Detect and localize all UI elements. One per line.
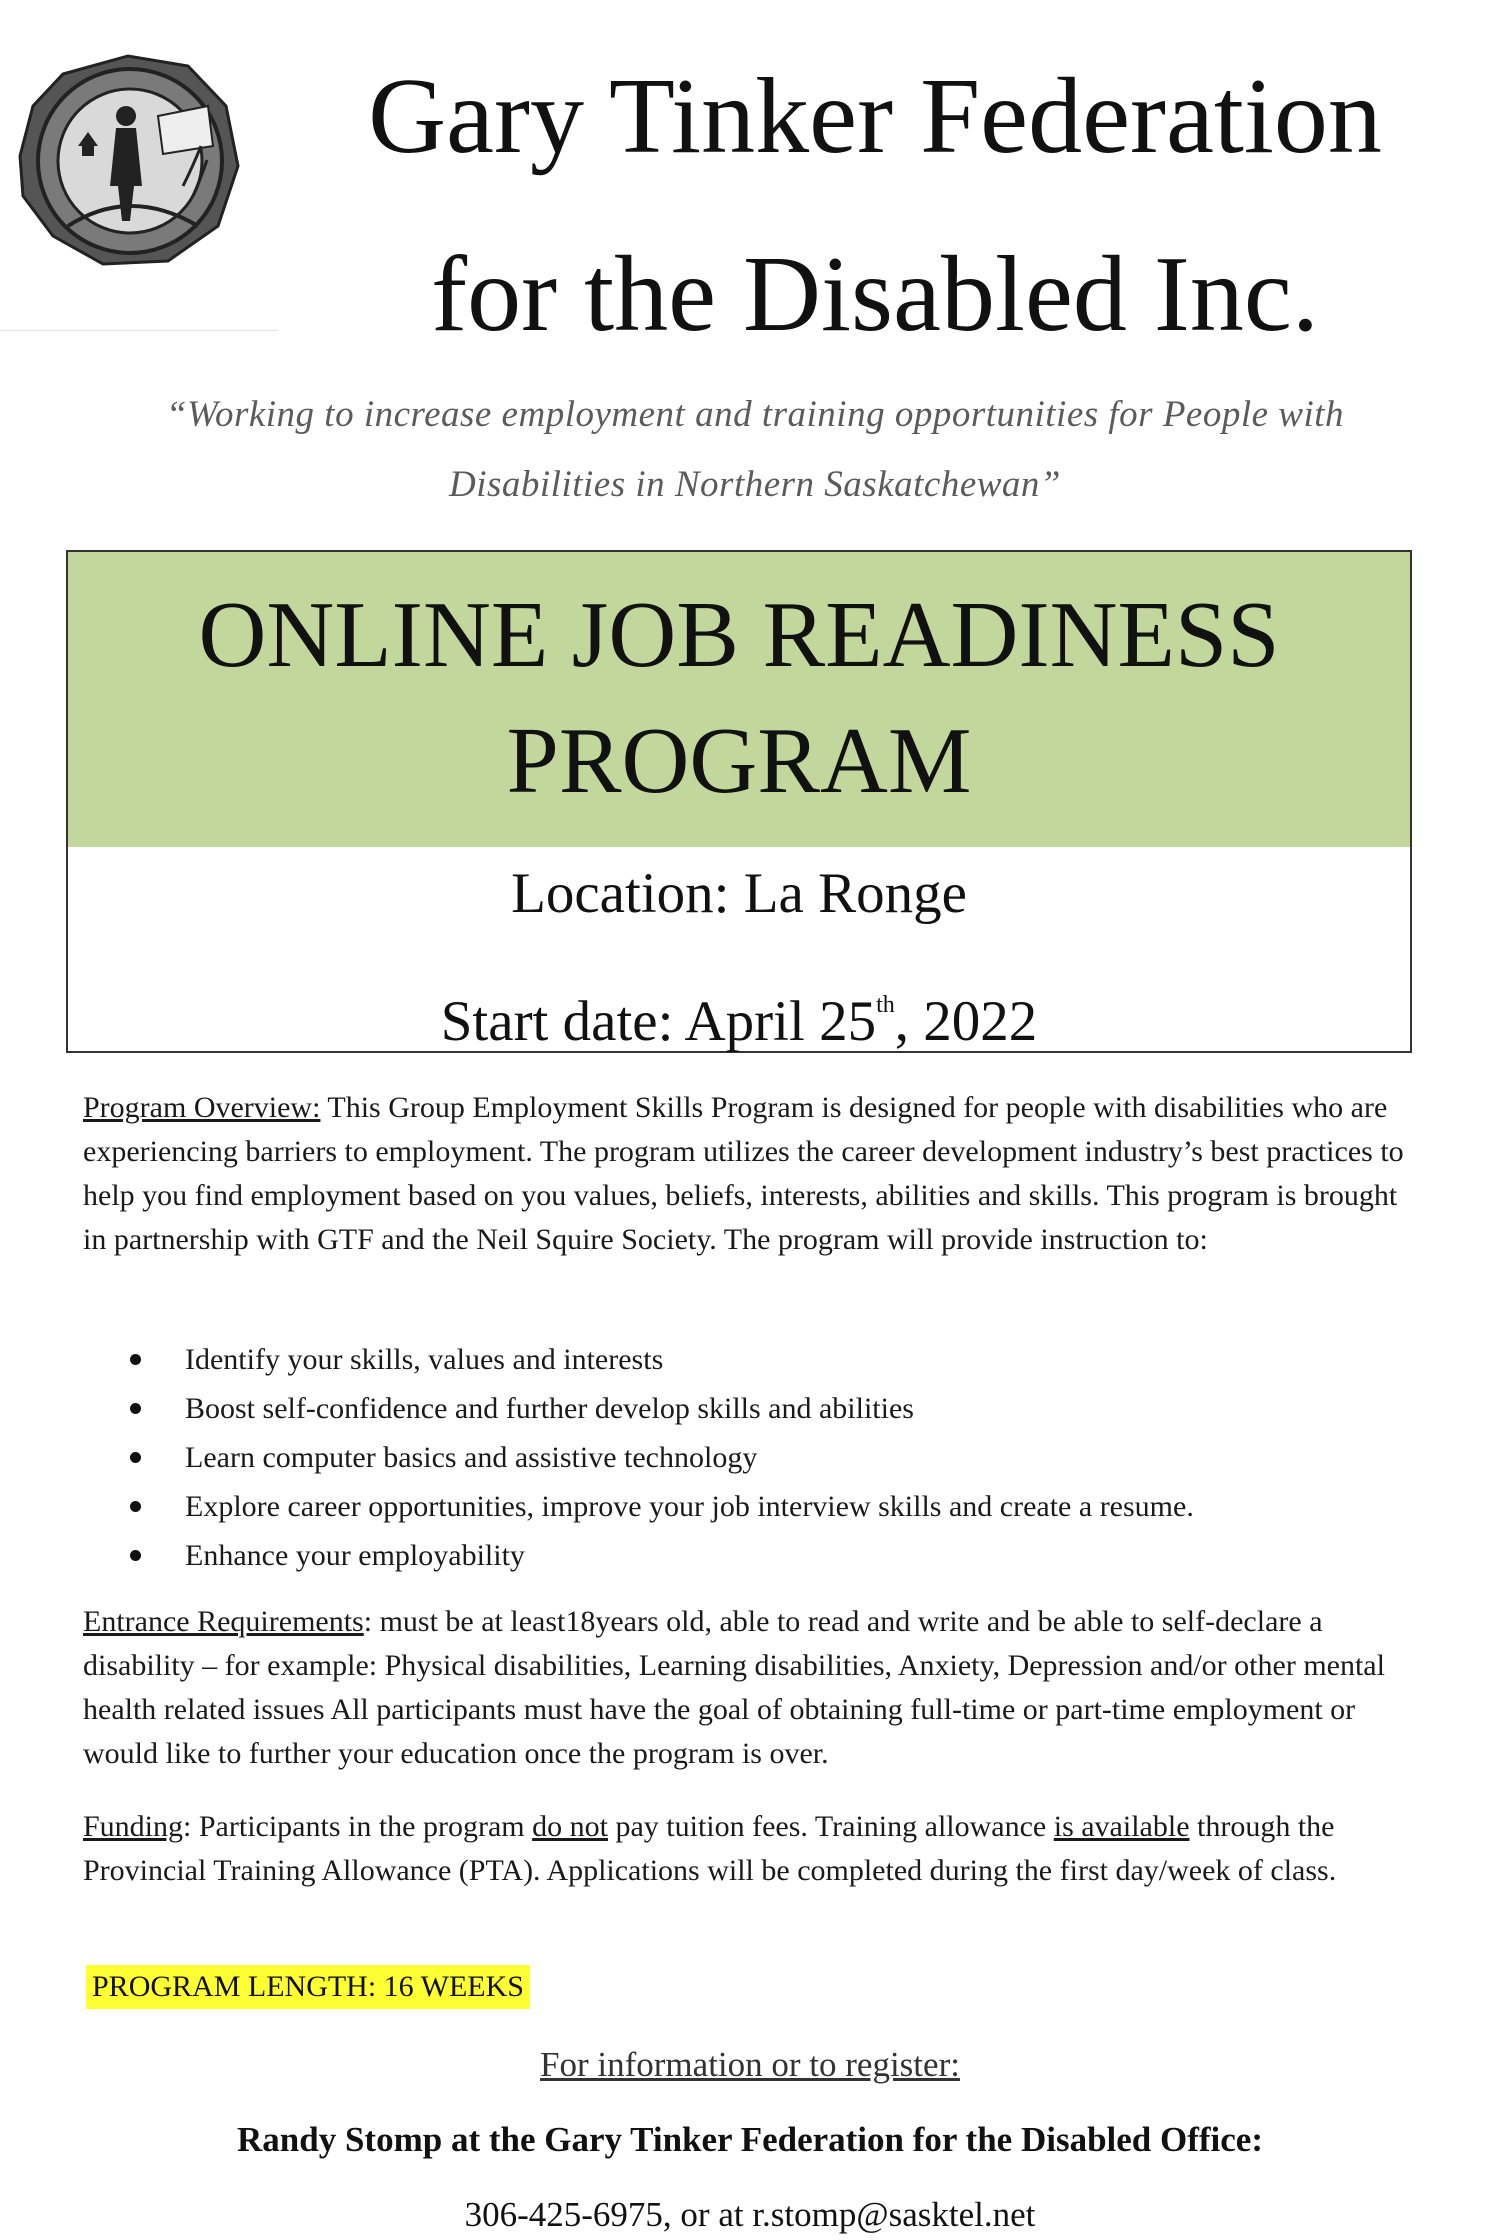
tagline (110, 380, 1400, 520)
list-item-text: Learn computer basics and assistive technology (185, 1441, 758, 1474)
list-item (130, 1384, 1410, 1433)
funding-text-2: pay tuition fees. Training allowance (607, 1810, 1054, 1843)
start-date-text: Start date: April 25 (440, 990, 877, 1053)
tagline-line-2: Disabilities in Northern Saskatchewan” (448, 464, 1062, 505)
program-length-highlight: PROGRAM LENGTH: 16 WEEKS (86, 1965, 530, 2009)
list-item (130, 1433, 1410, 1482)
bullet-icon (130, 1550, 141, 1561)
program-location: Location: La Ronge (511, 862, 967, 925)
tagline-line-1: “Working to increase employment and training opportunities for People with (165, 394, 1345, 435)
funding-emphasis-1: do not (532, 1810, 608, 1843)
organization-title (250, 28, 1500, 384)
contact-person: Randy Stomp at the Gary Tinker Federation for the Disabled Office: (237, 2120, 1263, 2159)
funding-section (83, 1805, 1418, 1893)
requirements-heading: Entrance Requirements (83, 1605, 364, 1638)
bullet-icon (130, 1354, 141, 1365)
list-item-text: Boost self-confidence and further develop skills and abilities (185, 1392, 914, 1425)
contact-phone-email: 306-425-6975, or at r.stomp@sasktel.net (464, 2195, 1036, 2234)
requirements-text: : must be at least18years old, able to read and write and be able to self-declare a disability – for example: Physical disabilities, Learning disabilities, Anxiety, Depression and/or other mental health related issues All participants must have the goal of obtaining full-time or part-time employment or would like to further your education once the program is over. (83, 1605, 1385, 1770)
list-item (130, 1531, 1410, 1580)
funding-text-3: through the Provincial Training Allowance (PTA). Applications will be completed during the first day/week of class. (83, 1810, 1337, 1887)
federation-logo (8, 36, 248, 276)
program-start-date (68, 960, 1410, 1067)
program-title-line-2: PROGRAM (506, 709, 972, 813)
title-line-1: Gary Tinker Federation (368, 57, 1382, 176)
list-item-text: Enhance your employability (185, 1539, 525, 1572)
program-box (66, 550, 1412, 1053)
instruction-list (130, 1335, 1410, 1580)
start-date-year: , 2022 (894, 990, 1038, 1053)
list-item-text: Explore career opportunities, improve your job interview skills and create a resume. (185, 1490, 1194, 1523)
bullet-icon (130, 1452, 141, 1463)
list-item-text: Identify your skills, values and interests (185, 1343, 664, 1376)
register-info-heading: For information or to register: (540, 2045, 960, 2084)
logo-divider (0, 330, 278, 331)
list-item (130, 1482, 1410, 1531)
entrance-requirements (83, 1600, 1418, 1776)
funding-heading: Funding (83, 1810, 184, 1843)
program-overview (83, 1086, 1418, 1262)
funding-emphasis-2: is available (1053, 1810, 1190, 1843)
title-line-2: for the Disabled Inc. (431, 235, 1319, 354)
bullet-icon (130, 1403, 141, 1414)
program-title-band (68, 552, 1410, 847)
start-date-suffix: th (876, 992, 895, 1018)
program-title-line-1: ONLINE JOB READINESS (198, 583, 1280, 687)
list-item (130, 1335, 1410, 1384)
overview-heading: Program Overview: (83, 1091, 321, 1124)
bullet-icon (130, 1501, 141, 1512)
funding-text-1: : Participants in the program (183, 1810, 533, 1843)
overview-text: This Group Employment Skills Program is designed for people with disabilities who are experiencing barriers to employment. The program utilizes the career development industry’s best practices to help you find employment based on you values, beliefs, interests, abilities and skills. This program is brought in partnership with GTF and the Neil Squire Society. The program will provide instruction to: (83, 1091, 1404, 1256)
